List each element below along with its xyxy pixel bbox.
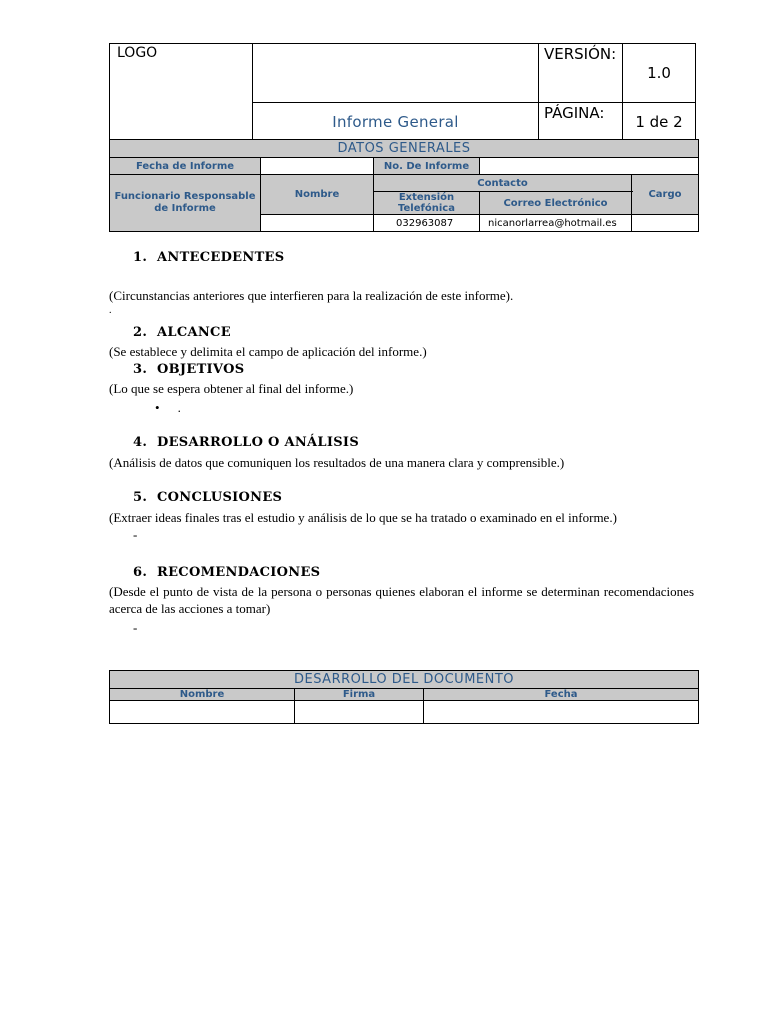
- firma-cell: [295, 701, 424, 724]
- section-number: 4.: [133, 435, 148, 450]
- document-header-table: [109, 43, 696, 141]
- version-label: VERSIÓN:: [539, 44, 623, 103]
- section-3-text: (Lo que se espera obtener al final del informe.): [109, 381, 354, 396]
- fecha-value: [261, 158, 374, 175]
- cargo-label: Cargo: [632, 175, 699, 215]
- extension-label: Extensión Telefónica: [374, 192, 480, 215]
- nombre-cell: [110, 701, 295, 724]
- datos-generales-title: DATOS GENERALES: [110, 140, 699, 158]
- section-5-heading: [133, 490, 282, 505]
- nombre-label: Nombre: [261, 175, 374, 215]
- header-title-blank: [253, 44, 539, 103]
- numero-value: [480, 158, 699, 175]
- section-6-heading: [133, 565, 320, 580]
- logo-placeholder: LOGO: [110, 44, 253, 141]
- section-number: 5.: [133, 490, 148, 505]
- bullet-text: .: [177, 400, 181, 415]
- section-title: OBJETIVOS: [157, 362, 245, 377]
- fecha-cell: [424, 701, 699, 724]
- contacto-label: Contacto: [374, 175, 632, 192]
- document-title: Informe General: [253, 103, 539, 141]
- section-2-heading: [133, 325, 231, 340]
- funcionario-label: Funcionario Responsable de Informe: [110, 175, 261, 232]
- column-header-nombre: Nombre: [110, 689, 295, 701]
- page-value: 1 de 2: [623, 103, 696, 141]
- version-value: 1.0: [623, 44, 696, 103]
- section-6-dash: -: [133, 620, 138, 635]
- section-1-text: (Circunstancias anteriores que interfieren para la realización de este informe).: [109, 288, 514, 303]
- bullet-icon: •: [155, 400, 160, 415]
- section-title: ANTECEDENTES: [157, 250, 285, 265]
- section-title: CONCLUSIONES: [157, 490, 283, 505]
- section-1-heading: [133, 250, 284, 265]
- section-title: DESARROLLO O ANÁLISIS: [157, 435, 360, 450]
- section-5-dash: -: [133, 527, 138, 542]
- section-number: 2.: [133, 325, 148, 340]
- section-title: RECOMENDACIONES: [157, 565, 321, 580]
- section-number: 3.: [133, 362, 148, 377]
- bullet-item: [155, 400, 181, 416]
- section-6-text: (Desde el punto de vista de la persona o personas quienes elaboran el informe se determinan recomendaciones acerca de las acciones a tomar): [109, 584, 694, 616]
- correo-value: nicanorlarrea@hotmail.es: [480, 215, 632, 232]
- numero-label: No. De Informe: [374, 158, 480, 175]
- column-header-firma: Firma: [295, 689, 424, 701]
- section-1-extra: .: [109, 305, 112, 316]
- desarrollo-documento-table: [109, 670, 699, 724]
- section-2-text: (Se establece y delimita el campo de aplicación del informe.): [109, 344, 427, 359]
- section-3-heading: [133, 362, 244, 377]
- section-title: ALCANCE: [157, 325, 231, 340]
- datos-generales-table: [109, 139, 699, 232]
- column-header-fecha: Fecha: [424, 689, 699, 701]
- section-4-heading: [133, 435, 359, 450]
- section-4-text: (Análisis de datos que comuniquen los resultados de una manera clara y comprensible.): [109, 455, 565, 470]
- extension-value: 032963087: [374, 215, 480, 232]
- desarrollo-title: DESARROLLO DEL DOCUMENTO: [110, 671, 699, 689]
- cargo-value: [632, 215, 699, 232]
- section-5-text: (Extraer ideas finales tras el estudio y análisis de lo que se ha tratado o examinado en el informe.): [109, 510, 617, 525]
- section-number: 6.: [133, 565, 148, 580]
- section-number: 1.: [133, 250, 148, 265]
- correo-label: Correo Electrónico: [480, 192, 632, 215]
- fecha-label: Fecha de Informe: [110, 158, 261, 175]
- page-label: PÁGINA:: [539, 103, 623, 141]
- nombre-value: [261, 215, 374, 232]
